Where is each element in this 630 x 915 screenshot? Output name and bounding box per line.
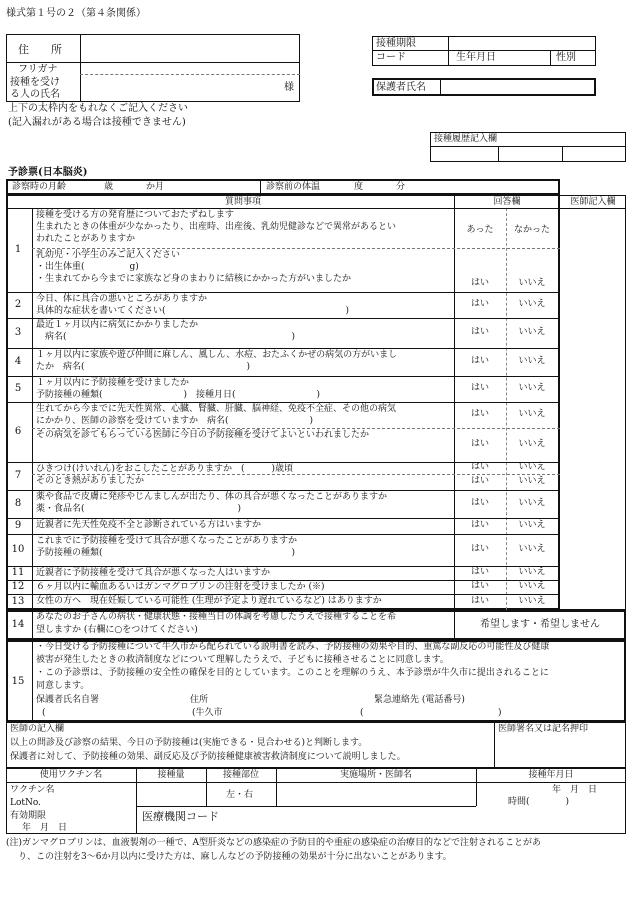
question-subtext: その病気を診てもらっている医師に今日の予防接種を受けてよいといわれましたか: [36, 430, 370, 440]
temp-label: 診察前の体温: [266, 182, 321, 192]
footnote-1: (注)ガンマグロブリンは、血液製剤の一種で、A型肝炎などの感染症の予防目的や重症の感染症の治療目的などで注射されることがあ: [6, 838, 541, 848]
question-number: 3: [14, 327, 22, 338]
code-label: コード: [376, 52, 406, 63]
q15-line-4: 同意します。: [36, 681, 90, 691]
time-label: 時間( ): [508, 797, 570, 807]
question-text: たか 病名( ): [36, 362, 251, 372]
answer-no[interactable]: いいえ: [518, 439, 546, 449]
name-field[interactable]: [84, 76, 279, 100]
answer-yes[interactable]: はい: [470, 581, 489, 591]
date-ymd: 年 月 日: [552, 785, 598, 795]
temp-do: 度: [354, 182, 364, 192]
q15-emg-label: 緊急連絡先 (電話番号): [374, 695, 465, 705]
answer-yes[interactable]: はい: [470, 596, 489, 606]
answer-yes[interactable]: はい: [470, 498, 489, 508]
lot-label: LotNo.: [10, 798, 42, 808]
guardian-signature-field[interactable]: [50, 706, 180, 719]
col-place: 実施場所・医師名: [339, 770, 412, 780]
vaccine-name-label: ワクチン名: [10, 785, 55, 795]
age-sai: 歳: [104, 182, 114, 192]
q15-paren-open: (: [42, 708, 46, 718]
answer-yes[interactable]: はい: [470, 520, 489, 530]
answer-no[interactable]: いいえ: [518, 544, 546, 554]
answer-no[interactable]: いいえ: [518, 476, 546, 486]
site-lr[interactable]: 左・右: [226, 790, 254, 800]
q15-line-3: ・この予診票は、予防接種の安全性の確保を目的としています。このことを理解のうえ、本予診票が牛久市に提出されることに: [36, 668, 549, 678]
question-number: 8: [14, 498, 22, 509]
question-text: 薬・食品名( ): [36, 504, 242, 514]
answer-no[interactable]: なかった: [513, 225, 550, 235]
question-text: 生れてから今までに先天性異常、心臓、腎臓、肝臓、脳神経、免疫不全症、その他の病気: [36, 404, 397, 414]
guardian-label: 保護者氏名: [376, 82, 426, 93]
question-text: 予防接種の種類( ): [36, 548, 296, 558]
answer-no[interactable]: いいえ: [518, 383, 546, 393]
answer-yes[interactable]: はい: [470, 409, 489, 419]
answer-no[interactable]: いいえ: [518, 581, 546, 591]
answer-yes[interactable]: はい: [470, 356, 489, 366]
question-number: 1: [14, 244, 22, 255]
question-text: 薬や食品で皮膚に発疹やじんましんが出たり、体の具合が悪くなったことがありますか: [36, 492, 388, 502]
question-text: 病名( ): [36, 332, 296, 342]
question-text: 予防接種の種類( ) 接種月日( ): [36, 390, 321, 400]
age-kagetsu: か月: [146, 182, 165, 192]
name-label-2: 接種を受け: [10, 77, 60, 88]
answer-yes[interactable]: はい: [470, 299, 489, 309]
doctor-line-1: 以上の問診及び診察の結果、今日の予防接種は(実施できる・見合わせる)と判断します。: [10, 738, 368, 748]
question-subtext: ・生まれてから今までに家族など身のまわりに結核にかかった方がいましたか: [36, 274, 352, 284]
birth-label: 生年月日: [456, 52, 496, 63]
answer-yes[interactable]: はい: [470, 462, 489, 472]
q15-line-2: 被害が発生したときの救済制度などについて理解したうえで、子どもに接種させることに同意します。: [36, 655, 449, 665]
answer-no[interactable]: いいえ: [518, 327, 546, 337]
question-text: 女性の方へ 現在妊娠している可能性 (生理が予定より遅れているなど) はありますか: [36, 596, 382, 606]
q15-sig-label: 保護者氏名自署: [36, 695, 100, 705]
question-number: 12: [11, 581, 25, 592]
q15-addr-label: 住所: [190, 695, 209, 705]
question-number: 6: [14, 426, 22, 437]
name-label-3: る人の氏名: [10, 89, 60, 100]
question-number: 5: [14, 383, 22, 394]
doctor-line-2: 保護者に対して、予防接種の効果、副反応及び予防接種健康被害救済制度について説明しました。: [10, 752, 406, 762]
question-text: にかかり、医師の診察を受けていますか 病名( ): [36, 416, 314, 426]
answer-yes[interactable]: はい: [470, 278, 489, 288]
question-number: 10: [11, 544, 25, 555]
question-text: １ヶ月以内に予防接種を受けましたか: [36, 378, 190, 388]
col-dose: 接種量: [157, 770, 185, 780]
question-subtext: ・出生体重( g): [36, 262, 139, 272]
furigana-label: フリガナ: [18, 64, 58, 75]
question-text: １ヶ月以内に家族や遊び仲間に麻しん、風しん、水痘、おたふくかぜの病気の方がいまし: [36, 350, 398, 360]
note-1: 上下の太枠内をもれなくご記入ください: [8, 103, 188, 114]
question-text: ひきつけ(けいれん)をおこしたことがありますか ( )歳頃: [36, 464, 294, 474]
emergency-phone-field[interactable]: [370, 706, 490, 719]
head-doctor: 医師記入欄: [570, 197, 616, 207]
temp-bu: 分: [396, 182, 406, 192]
answer-no[interactable]: いいえ: [518, 520, 546, 530]
age-label: 診察時の月齢: [12, 182, 67, 192]
question-text: 近親者に先天性免疫不全と診断されている方はいますか: [36, 520, 262, 530]
question-text: 最近１ヶ月以内に病気にかかりましたか: [36, 320, 199, 330]
answer-yes[interactable]: はい: [470, 567, 489, 577]
question-text: これまでに予防接種を受けて具合が悪くなったことがありますか: [36, 536, 298, 546]
answer-no[interactable]: いいえ: [518, 567, 546, 577]
question-text: 今日、体に具合の悪いところがありますか: [36, 294, 208, 304]
answer-yes[interactable]: はい: [470, 383, 489, 393]
question-number: 7: [14, 470, 22, 481]
q15-paren-close: ): [498, 708, 502, 718]
history-label: 接種履歴記入欄: [434, 134, 498, 144]
address-input-field[interactable]: [240, 706, 350, 719]
question-text: ６ヶ月以内に輸血あるいはガンマグロブリンの注射を受けましたか (※): [36, 582, 325, 592]
question-text: 具体的な症状を書いてください( ): [36, 306, 350, 316]
answer-yes[interactable]: はい: [470, 476, 489, 486]
answer-no[interactable]: いいえ: [518, 462, 546, 472]
q15-paren-open-2: (: [360, 708, 364, 718]
form-id: 様式第１号の２（第４条関係）: [6, 8, 146, 19]
head-answer: 回答欄: [493, 197, 521, 207]
sama-label: 様: [284, 82, 294, 93]
answer-yes[interactable]: はい: [470, 439, 489, 449]
inst-code-label: 医療機関コード: [142, 810, 219, 823]
answer-yes[interactable]: あった: [466, 225, 494, 235]
question-subtext: そのとき熱がありましたか: [36, 476, 145, 486]
answer-no[interactable]: いいえ: [518, 409, 546, 419]
expiry-label: 有効期限: [10, 811, 47, 821]
answer-no[interactable]: いいえ: [518, 356, 546, 366]
answer-yes[interactable]: はい: [470, 327, 489, 337]
answer-no[interactable]: いいえ: [518, 278, 546, 288]
question-text: われたことがありますか: [36, 234, 136, 244]
question-number: 11: [11, 567, 25, 578]
address-label: 住 所: [18, 43, 62, 56]
q15-city: (牛久市: [192, 708, 223, 718]
question-number: 13: [11, 596, 25, 607]
col-date: 接種年月日: [528, 770, 574, 780]
doctor-label: 医師の記入欄: [10, 724, 65, 734]
answer-yes[interactable]: はい: [470, 544, 489, 554]
q15-line-1: ・今日受ける予防接種について牛久市から配られている説明書を読み、予防接種の効果や目的、重篤な副反応の可能性及び健康: [36, 642, 550, 652]
q15-number: 15: [11, 676, 25, 687]
question-subtext: 乳幼児・小学生のみご記入ください: [36, 250, 181, 260]
question-number: 2: [14, 299, 22, 310]
answer-no[interactable]: いいえ: [518, 596, 546, 606]
form-title: 予診票(日本脳炎): [8, 167, 88, 178]
note-2: (記入漏れがある場合は接種できません): [8, 117, 186, 128]
question-text: 近親者に予防接種を受けて具合が悪くなった人はいますか: [36, 568, 271, 578]
q14-answer[interactable]: 希望します・希望しません: [480, 619, 600, 630]
footnote-2: り、この注射を3〜6か月以内に受けた方は、麻しんなどの予防接種の効果が十分に出ないことがあります。: [18, 852, 452, 862]
answer-no[interactable]: いいえ: [518, 498, 546, 508]
doctor-sign-label: 医師署名又は記名押印: [498, 724, 589, 734]
question-text: 生まれたときの体重が少なかったり、出産時、出産後、乳幼児健診などで異常があるとい: [36, 222, 397, 232]
head-question: 質問事項: [224, 197, 261, 207]
col-site: 接種部位: [222, 770, 259, 780]
question-number: 9: [14, 520, 22, 531]
answer-no[interactable]: いいえ: [518, 299, 546, 309]
sex-label: 性別: [556, 52, 576, 63]
expiry-ymd: 年 月 日: [22, 823, 68, 833]
question-text: 接種を受ける方の発育歴についておたずねします: [36, 210, 234, 220]
q14-line-1: あなたのお子さんの病状・健康状態・接種当日の体調を考慮したうえで接種することを希: [36, 612, 397, 622]
address-field[interactable]: [10, 40, 70, 58]
col-vaccine: 使用ワクチン名: [39, 770, 103, 780]
question-number: 4: [14, 356, 22, 367]
period-label: 接種期限: [376, 38, 416, 49]
q14-number: 14: [11, 619, 25, 630]
guardian-field[interactable]: [442, 80, 592, 94]
q14-line-2: 望しますか (右欄に○をつけてください): [36, 625, 198, 635]
